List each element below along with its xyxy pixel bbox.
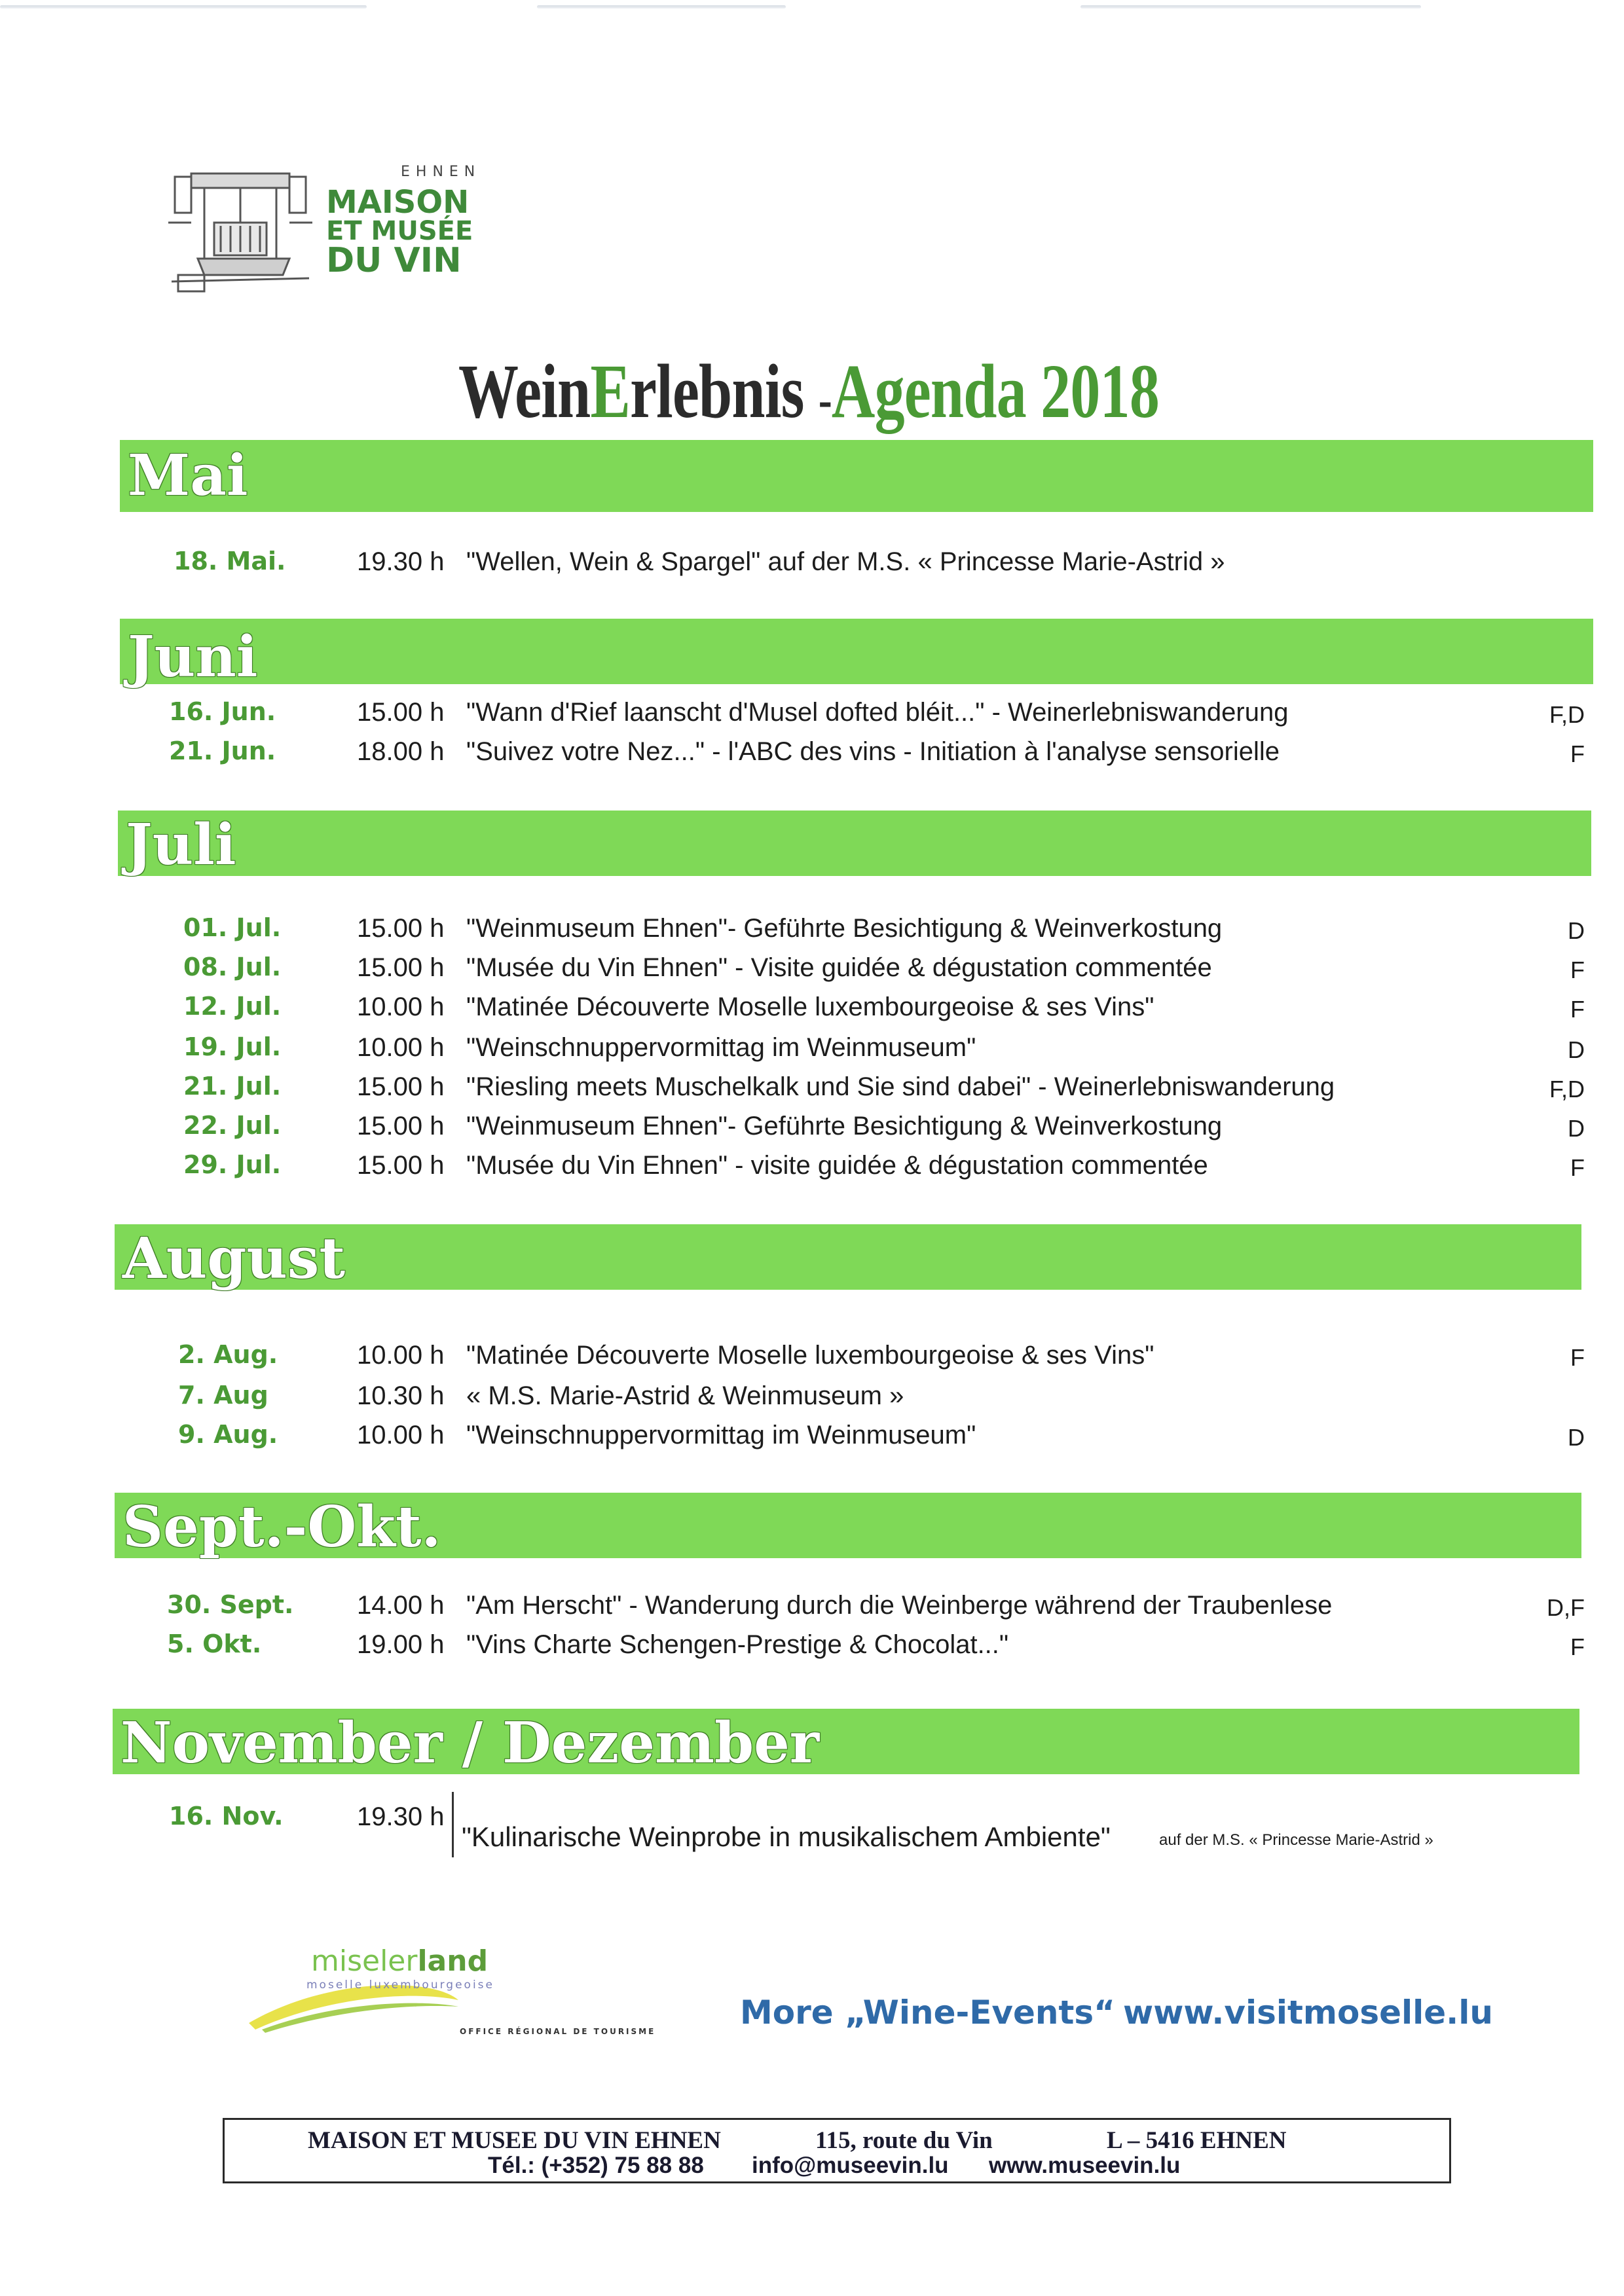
miselerland-subtitle: moselle luxembourgeoise <box>306 1978 494 1992</box>
event-title: "Riesling meets Muschelkalk und Sie sind dabei" - Weinerlebniswanderung <box>466 1072 1335 1101</box>
event-date: 29. Jul. <box>183 1150 282 1179</box>
event-title: "Kulinarische Weinprobe in musikalischem Ambiente" <box>462 1821 1111 1852</box>
event-title: "Weinmuseum Ehnen"- Geführte Besichtigung & Weinverkostung <box>466 1112 1223 1140</box>
event-date: 18. Mai. <box>174 547 286 575</box>
event-title: "Weinschnuppervormittag im Weinmuseum" <box>466 1033 976 1062</box>
event-title: "Am Herscht" - Wanderung durch die Weinberge während der Traubenlese <box>466 1591 1333 1620</box>
event-date: 21. Jun. <box>169 737 276 765</box>
event-date: 2. Aug. <box>178 1340 278 1369</box>
event-title: "Musée du Vin Ehnen" - visite guidée & dégustation commentée <box>466 1151 1208 1180</box>
event-time: 19.30 h <box>357 547 445 576</box>
month-band <box>113 1709 1579 1774</box>
event-language: F <box>1570 740 1585 767</box>
event-language: F <box>1570 1154 1585 1181</box>
brand-part-b: land <box>417 1944 489 1978</box>
event-title: "Suivez votre Nez..." - l'ABC des vins - Initiation à l'analyse sensorielle <box>466 737 1280 766</box>
month-label: Mai <box>128 443 248 509</box>
event-time: 10.00 h <box>357 1341 445 1370</box>
event-language: F <box>1570 1633 1585 1660</box>
event-date: 7. Aug <box>178 1381 268 1410</box>
footer-street: 115, route du Vin <box>815 2127 993 2154</box>
event-note: auf der M.S. « Princesse Marie-Astrid » <box>1159 1831 1433 1849</box>
title-part-1: Wein <box>458 348 591 434</box>
event-time: 15.00 h <box>357 1151 445 1180</box>
footer-city: L – 5416 EHNEN <box>1107 2127 1287 2154</box>
logo-line-3: DU VIN <box>326 241 462 280</box>
month-label: November / Dezember <box>120 1710 820 1776</box>
event-language: D,F <box>1547 1594 1585 1621</box>
event-date: 22. Jul. <box>183 1111 282 1140</box>
month-label: August <box>122 1226 346 1292</box>
event-time: 15.00 h <box>357 1072 445 1101</box>
wine-press-icon <box>152 160 322 301</box>
event-time: 15.00 h <box>357 914 445 943</box>
event-title: "Weinmuseum Ehnen"- Geführte Besichtigung & Weinverkostung <box>466 914 1223 943</box>
event-language: D <box>1568 1424 1585 1451</box>
time-separator <box>452 1792 454 1857</box>
month-label: Juli <box>126 812 236 878</box>
event-date: 12. Jul. <box>183 992 282 1021</box>
event-language: F,D <box>1549 1076 1585 1102</box>
event-title: "Matinée Découverte Moselle luxembourgeoise & ses Vins" <box>466 993 1154 1021</box>
scan-artifact <box>537 5 786 9</box>
tourism-office-label: OFFICE RÉGIONAL DE TOURISME <box>460 2027 656 2036</box>
title-part-2: rlebnis <box>630 348 804 434</box>
event-title: "Musée du Vin Ehnen" - Visite guidée & dégustation commentée <box>466 953 1212 982</box>
logo-line-1: MAISON <box>326 184 470 221</box>
event-time: 19.00 h <box>357 1630 445 1659</box>
event-date: 01. Jul. <box>183 913 282 942</box>
month-label: Juni <box>128 624 258 690</box>
event-date: 16. Nov. <box>169 1802 284 1831</box>
event-time: 14.00 h <box>357 1591 445 1620</box>
scan-artifact <box>1080 5 1421 9</box>
miselerland-brand <box>311 1944 488 1978</box>
title-part-3: Agenda 2018 <box>831 348 1160 434</box>
scan-artifact <box>0 5 367 9</box>
event-date: 16. Jun. <box>169 697 276 726</box>
month-band <box>115 1493 1581 1558</box>
event-date: 08. Jul. <box>183 953 282 981</box>
month-band <box>115 1224 1581 1290</box>
visitmoselle-link[interactable]: www.visitmoselle.lu <box>1123 1994 1493 2032</box>
event-language: F <box>1570 957 1585 983</box>
event-language: F <box>1570 1344 1585 1371</box>
month-label: Sept.-Okt. <box>122 1494 441 1560</box>
event-language: F,D <box>1549 701 1585 728</box>
event-title: "Wellen, Wein & Spargel" auf der M.S. « Princesse Marie-Astrid » <box>466 547 1225 576</box>
event-title: "Matinée Découverte Moselle luxembourgeoise & ses Vins" <box>466 1341 1154 1370</box>
event-title: "Weinschnuppervormittag im Weinmuseum" <box>466 1421 976 1449</box>
month-band <box>120 440 1593 512</box>
event-time: 10.30 h <box>357 1381 445 1410</box>
event-language: D <box>1568 1036 1585 1063</box>
event-language: D <box>1568 917 1585 944</box>
event-time: 18.00 h <box>357 737 445 766</box>
footer-web[interactable]: www.museevin.lu <box>989 2153 1181 2178</box>
title-part-2-initial: E <box>590 348 631 434</box>
event-title: « M.S. Marie-Astrid & Weinmuseum » <box>466 1381 904 1410</box>
event-language: F <box>1570 996 1585 1023</box>
event-time: 15.00 h <box>357 953 445 982</box>
footer-name: MAISON ET MUSEE DU VIN EHNEN <box>308 2127 721 2154</box>
event-date: 21. Jul. <box>183 1072 282 1101</box>
event-time: 10.00 h <box>357 1033 445 1062</box>
logo-line-2: ET MUSÉE <box>326 216 473 246</box>
event-title: "Vins Charte Schengen-Prestige & Chocolat..." <box>466 1630 1009 1659</box>
event-time: 15.00 h <box>357 698 445 727</box>
month-band <box>120 619 1593 690</box>
logo-village: EHNEN <box>401 164 481 180</box>
event-time: 10.00 h <box>357 1421 445 1449</box>
page-title <box>458 347 1159 436</box>
event-date: 30. Sept. <box>167 1590 294 1619</box>
event-date: 19. Jul. <box>183 1032 282 1061</box>
event-date: 9. Aug. <box>178 1420 278 1449</box>
event-date: 5. Okt. <box>167 1630 262 1658</box>
footer-email[interactable]: info@museevin.lu <box>752 2153 949 2178</box>
event-time: 10.00 h <box>357 993 445 1021</box>
event-time: 19.30 h <box>357 1802 445 1831</box>
event-language: D <box>1568 1115 1585 1142</box>
title-dash: - <box>818 371 832 429</box>
month-band <box>118 811 1591 876</box>
more-wine-events: More „Wine-Events“ <box>740 1994 1116 2032</box>
event-title: "Wann d'Rief laanscht d'Musel dofted bléit..." - Weinerlebniswanderung <box>466 698 1289 727</box>
footer-tel: Tél.: (+352) 75 88 88 <box>488 2153 704 2178</box>
event-time: 15.00 h <box>357 1112 445 1140</box>
brand-part-a: miseler <box>311 1944 418 1978</box>
